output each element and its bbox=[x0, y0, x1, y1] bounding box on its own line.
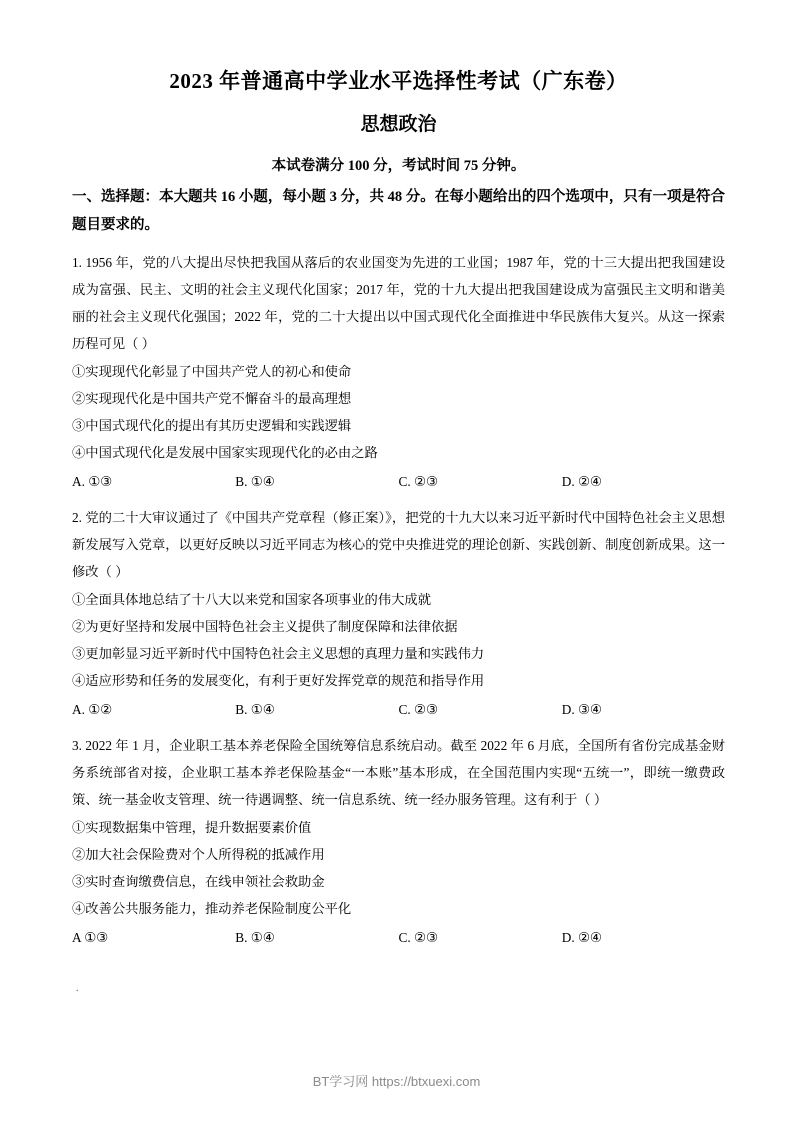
question-option: ①实现现代化彰显了中国共产党人的初心和使命 bbox=[72, 363, 352, 379]
stray-mark: . bbox=[76, 983, 79, 994]
answer-choices bbox=[72, 696, 725, 723]
page-title: 2023 年普通高中学业水平选择性考试（广东卷） bbox=[169, 69, 628, 93]
question-option: ②为更好坚持和发展中国特色社会主义提供了制度保障和法律依据 bbox=[72, 618, 458, 634]
question-block bbox=[72, 504, 725, 723]
answer-choice-a[interactable]: A. ①③ bbox=[72, 473, 113, 489]
answer-choice-a[interactable]: A. ①② bbox=[72, 701, 113, 717]
answer-choice-d[interactable]: D. ③④ bbox=[561, 701, 602, 717]
question-option: ①全面具体地总结了十八大以来党和国家各项事业的伟大成就 bbox=[72, 591, 432, 607]
question-option: ④适应形势和任务的发展变化，有利于更好发挥党章的规范和指导作用 bbox=[72, 673, 485, 689]
question-block bbox=[72, 249, 725, 495]
answer-choice-b[interactable]: B. ①④ bbox=[235, 701, 275, 717]
answer-choice-d[interactable]: D. ②④ bbox=[561, 473, 602, 489]
question-option: ①实现数据集中管理，提升数据要素价值 bbox=[72, 819, 312, 835]
answer-choice-b[interactable]: B. ①④ bbox=[235, 929, 275, 945]
question-option: ③实时查询缴费信息，在线申领社会救助金 bbox=[72, 874, 325, 890]
question-option: ②加大社会保险费对个人所得税的抵减作用 bbox=[72, 846, 325, 862]
question-block bbox=[72, 732, 725, 951]
question-stem: 2. 党的二十大审议通过了《中国共产党章程（修正案）》，把党的十九大以来习近平新时代中国特色社会主义思想新发展写入党章，以更好反映以习近平同志为核心的党中央推进党的理论创新、实践创新、制度创新成果。这一修改（ ） bbox=[72, 509, 725, 580]
answer-choices bbox=[72, 468, 725, 495]
answer-choice-c[interactable]: C. ②③ bbox=[398, 473, 438, 489]
answer-choice-c[interactable]: C. ②③ bbox=[398, 929, 438, 945]
question-option: ④改善公共服务能力，推动养老保险制度公平化 bbox=[72, 901, 352, 917]
question-option: ②实现现代化是中国共产党不懈奋斗的最高理想 bbox=[72, 390, 352, 406]
question-option: ③中国式现代化的提出有其历史逻辑和实践逻辑 bbox=[72, 418, 352, 434]
site-watermark: BT学习网 https://btxuexi.com bbox=[312, 1074, 481, 1089]
question-option: ④中国式现代化是发展中国家实现现代化的必由之路 bbox=[72, 445, 378, 461]
answer-choice-d[interactable]: D. ②④ bbox=[561, 929, 602, 945]
question-stem: 1. 1956 年，党的八大提出尽快把我国从落后的农业国变为先进的工业国；1987 年，党的十三大提出把我国建设成为富强、民主、文明的社会主义现代化国家；2017 年，党的十九大提出把我国建设成为富强民主文明和谐美丽的社会主义现代化强国；2022 年，党的二十大提出以中国式现代化全面推进中华民族伟大复兴。从这一探索历程可见（ ） bbox=[72, 254, 725, 352]
question-stem: 3. 2022 年 1 月，企业职工基本养老保险全国统筹信息系统启动。截至 2022 年 6 月底，全国所有省份完成基金财务系统部省对接，企业职工基本养老保险基金“一本账”基本形成，在全国范围内实现“五统一”，即统一缴费政策、统一基金收支管理、统一待遇调整、统一信息系统、统一经办服务管理。这有利于（ ） bbox=[72, 737, 725, 808]
answer-choice-b[interactable]: B. ①④ bbox=[235, 473, 275, 489]
question-option: ③更加彰显习近平新时代中国特色社会主义思想的真理力量和实践伟力 bbox=[72, 646, 485, 662]
section-heading: 一、选择题：本大题共 16 小题，每小题 3 分，共 48 分。在每小题给出的四个选项中，只有一项是符合题目要求的。 bbox=[72, 189, 725, 234]
exam-note: 本试卷满分 100 分，考试时间 75 分钟。 bbox=[271, 158, 526, 175]
page-subtitle: 思想政治 bbox=[360, 113, 437, 135]
answer-choice-a[interactable]: A ①③ bbox=[72, 929, 109, 945]
answer-choice-c[interactable]: C. ②③ bbox=[398, 701, 438, 717]
answer-choices bbox=[72, 924, 725, 951]
